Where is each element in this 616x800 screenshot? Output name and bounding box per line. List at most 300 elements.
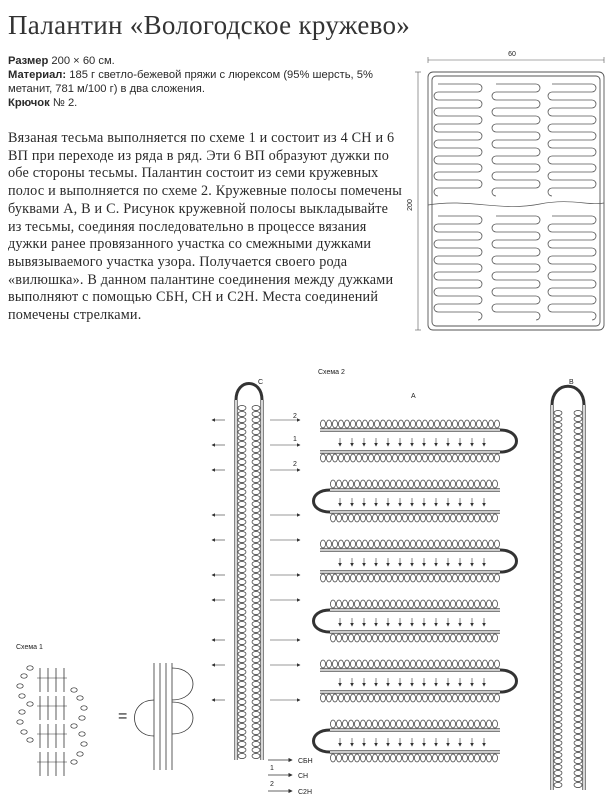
strip-a-loop [463,514,468,522]
strip-a-loop [351,540,356,548]
strip-a-loop [411,574,416,582]
strip-a-loop [433,634,438,642]
strip-c-loop [238,562,246,567]
strip-c-loop [252,580,260,585]
strip-c-loop [252,754,260,759]
strip-a-loop [459,694,464,702]
strip-b-loop [574,501,582,506]
strip-c-loop [238,406,246,411]
strip-a-loop [451,600,456,608]
strip-a-loop [469,754,474,762]
strip-b-loop [554,645,562,650]
strip-a-loop [355,754,360,762]
strip-b-loop [574,459,582,464]
legend-c2h-num: 2 [270,781,274,788]
strip-a-loop [417,454,422,462]
chain-stitch [17,684,23,688]
strip-a-loop [463,480,468,488]
strip-c-loop [252,550,260,555]
strip-b-loop [554,585,562,590]
spec-material-label: Материал: [8,69,67,81]
strip-a-loop [447,420,452,428]
scheme1-title: Схема 1 [16,644,43,651]
strip-a-loop [441,694,446,702]
chain-stitch [77,696,83,700]
strip-c-loop [238,742,246,747]
strip-b-loop [574,663,582,668]
strip-a-loop [435,420,440,428]
strip-a-loop [369,420,374,428]
strip-a-loop [439,634,444,642]
strip-a-loop [453,540,458,548]
strip-a-loop [373,754,378,762]
strip-c-loop [252,478,260,483]
strip-c-loop [252,598,260,603]
strip-a-loop [343,600,348,608]
strip-a-loop [453,454,458,462]
strip-c-loop [238,706,246,711]
strip-b-loop [554,705,562,710]
strip-a-loop [435,540,440,548]
strip-a-loop [471,694,476,702]
strip-a-loop [397,514,402,522]
strip-c-loop [252,676,260,681]
strip-a-loop [495,420,500,428]
strip-a-loop [451,754,456,762]
strip-c-top [236,384,262,401]
strip-c-loop [252,436,260,441]
strip-a-loop [421,754,426,762]
strip-c-loop [238,610,246,615]
strip-a-loop [481,480,486,488]
strip-a-loop [393,540,398,548]
strip-b-loop [554,513,562,518]
strip-c-loop [238,646,246,651]
strip-a-loop [369,454,374,462]
strip-b-loop [574,507,582,512]
strip-a-loop [399,660,404,668]
strip-a-loop [385,634,390,642]
strip-c-loop [238,754,246,759]
strip-a-loop [375,660,380,668]
strip-a-loop [339,540,344,548]
legend [268,758,313,796]
strip-a-loop [441,540,446,548]
strip-a-loop [487,514,492,522]
strip-a-loop [417,574,422,582]
strip-a-loop [381,574,386,582]
strip-c-loop [252,622,260,627]
strip-a-loop [363,540,368,548]
strip-b-loop [554,465,562,470]
strip-a-loop [321,574,326,582]
strip-a-loop [381,540,386,548]
strip-a-loop [331,600,336,608]
chain-stitch [19,694,25,698]
strip-c-loop [252,466,260,471]
chain-stitch [21,730,27,734]
strip-c-loop [252,544,260,549]
strip-c-loop [252,712,260,717]
strip-a-loop [345,540,350,548]
strip-a-loop [379,754,384,762]
strip-a-loop [493,480,498,488]
strip-c-loop [252,592,260,597]
strip-b-loop [574,417,582,422]
strip-c-loop [238,550,246,555]
strip-a-loop [423,660,428,668]
strip-a-loop [457,720,462,728]
strip-a-loop [493,514,498,522]
strip-b-loop [574,765,582,770]
strip-a-loop [337,514,342,522]
strip-c-loop [238,472,246,477]
strip-a-loop [441,420,446,428]
strip-b-loop [554,687,562,692]
overview-strip-path [492,84,540,196]
strip-a-loop [451,514,456,522]
strip-c-loop [252,658,260,663]
strip-b-loop [554,747,562,752]
strip-a-loop [451,720,456,728]
strip-c-loop [252,574,260,579]
strip-a-loop [379,720,384,728]
strip-c-loop [252,700,260,705]
strip-b-loop [554,627,562,632]
strip-a-loop [399,454,404,462]
strip-b-loop [574,471,582,476]
strip-c-loop [238,628,246,633]
chain-stitch [19,710,25,714]
strip-a-loop [427,480,432,488]
strip-a-loop [381,660,386,668]
strip-a-loop [343,720,348,728]
strip-a-loop [327,420,332,428]
strip-b-loop [574,579,582,584]
strip-c-loop [238,574,246,579]
strip-b-loop [574,495,582,500]
strip-b-loop [574,681,582,686]
strip-a-loop [465,454,470,462]
strip-a-loop [411,540,416,548]
strip-a-loop [409,754,414,762]
strip-a-loop [429,574,434,582]
strip-a-loop [483,694,488,702]
strip-a-loop [415,514,420,522]
strip-a-loop [457,480,462,488]
strip-b-loop [574,531,582,536]
strip-a-loop [483,454,488,462]
strip-c-loop [238,682,246,687]
scheme2-connection-arrows [212,420,484,746]
strip-a-loop [355,600,360,608]
strip-a-loop [361,514,366,522]
strip-a-loop [343,480,348,488]
strip-b-loop [574,483,582,488]
strip-a-loop [489,694,494,702]
strip-a-loop [433,480,438,488]
strip-a-loop [339,454,344,462]
strip-a-loop [457,514,462,522]
strip-a-loop [405,660,410,668]
strip-b-loop [554,537,562,542]
strip-a-loop [471,574,476,582]
strip-a-loop [397,720,402,728]
strip-a-loop [409,634,414,642]
chain-stitch [71,688,77,692]
overview-strip-path [434,84,482,196]
strip-a-loop [475,480,480,488]
strip-a-loop [363,420,368,428]
chain-stitch [27,738,33,742]
strip-a-loop [345,660,350,668]
strip-a-loop [469,514,474,522]
strip-c-loop [252,730,260,735]
strip-c-loop [252,412,260,417]
strip-a-loop [387,694,392,702]
strip-a-loop [475,720,480,728]
spec-material-value: 185 г светло-бежевой пряжи с люрексом (95% шерсть, 5% метанит, 781 м/100 г) в два сложения. [8,69,373,95]
strip-a-loop [495,694,500,702]
strip-a-loop [403,514,408,522]
strip-a-loop [357,574,362,582]
strip-a-loop [357,420,362,428]
strip-a-loop [379,514,384,522]
strip-c-loop [238,490,246,495]
strip-b-loop [574,741,582,746]
strip-b-loop [554,597,562,602]
strip-a-loop [423,694,428,702]
strip-a-loop [351,694,356,702]
strip-b-loop [554,543,562,548]
strip-a-loop [477,454,482,462]
strip-a-loop [333,420,338,428]
strip-a-loop [333,540,338,548]
overview-diagram [415,57,604,330]
strip-c-loop [252,532,260,537]
strip-a-loop [387,420,392,428]
spec-size-value: 200 × 60 см. [51,55,115,67]
strip-b-loop [574,621,582,626]
strip-a-loop [459,420,464,428]
strip-a-loop [495,454,500,462]
strip-a-loop [375,540,380,548]
strip-a-turn [314,610,331,632]
strip-a-loop [387,454,392,462]
strip-b-loop [574,783,582,788]
strip-a-loop [427,720,432,728]
strip-a-loop [405,540,410,548]
chain-stitch [27,666,33,670]
strip-a-loop [351,574,356,582]
strip-a-loop [411,660,416,668]
strip-c-loop [238,502,246,507]
strip-c-loop [252,406,260,411]
strip-a-loop [349,634,354,642]
strip-a-loop [417,540,422,548]
strip-a-loop [469,480,474,488]
strip-a-loop [375,420,380,428]
strip-a-loop [427,514,432,522]
strip-a-loop [369,574,374,582]
strip-a-loop [387,540,392,548]
strip-a-loop [417,660,422,668]
strip-a-loop [415,600,420,608]
scheme2-num-2b: 2 [293,461,297,468]
strip-a-loop [379,480,384,488]
strip-a-loop [367,720,372,728]
strip-a-loop [367,480,372,488]
chain-stitch [17,720,23,724]
strip-a-loop [471,540,476,548]
strip-a-loop [367,634,372,642]
strip-c-loop [252,454,260,459]
strip-c-loop [238,622,246,627]
strip-a-loop [417,694,422,702]
strip-a-loop [435,574,440,582]
strip-a-loop [433,514,438,522]
strip-a-loop [333,660,338,668]
instructions-paragraph: Вязаная тесьма выполняется по схеме 1 и состоит из 4 СН и 6 ВП при переходе из ряда в ряд. Эти 6 ВП образуют дужки по обе стороны тесьмы. Палантин состоит из семи кружевных полос и выполняется по схеме 2. Кружевные полосы помечены буквами А, В и С. Рисунок кружевной полосы выкладывайте из тесьмы, соединяя последовательно в процессе вязания дужки ранее провязанного участка со смежными дужками вывязываемого участка узора. Получается своего рода «вилюшка». В данном палантине соединения между дужками выполняют с помощью СБН, СН и С2Н. Места соединений помечены стрелками. [8,130,402,324]
strip-b-loop [574,777,582,782]
strip-a-loop [369,660,374,668]
strip-a-loop [465,694,470,702]
strip-b-loop [554,447,562,452]
strip-c-loop [238,418,246,423]
strip-b-loop [554,783,562,788]
strip-b-loop [574,711,582,716]
strip-a-loop [429,660,434,668]
strip-a-loop [483,574,488,582]
strip-a-loop [447,540,452,548]
strip-c-loop [238,718,246,723]
strip-c-loop [238,526,246,531]
strip-c-loop [238,616,246,621]
strip-a-loop [337,480,342,488]
strip-c-loop [238,598,246,603]
legend-c2h-label: С2Н [298,789,313,796]
strip-c-loop [238,748,246,753]
strip-c-loop [238,412,246,417]
strip-a-loop [417,420,422,428]
strip-a-loop [477,420,482,428]
strip-b-loop [554,765,562,770]
overview-height-label: 200 [407,199,414,211]
strip-a-loop [435,694,440,702]
strip-b-loop [554,441,562,446]
strip-c-loop [252,652,260,657]
strip-a-loop [465,660,470,668]
strip-b-loop [554,723,562,728]
strip-a-loop [495,540,500,548]
strip-a-loop [321,540,326,548]
strip-a-loop [489,420,494,428]
strip-a-loop [483,420,488,428]
strip-a-loop [421,600,426,608]
strip-a-loop [373,514,378,522]
strip-b-loop [554,675,562,680]
strip-c-loop [238,544,246,549]
strip-a-loop [327,574,332,582]
strip-b-loop [554,615,562,620]
strip-a-loop [493,754,498,762]
strip-a-loop [475,634,480,642]
strip-a-loop [487,720,492,728]
strip-b-loop [574,429,582,434]
overview-strip-path [492,216,540,320]
overview-strip-path [548,216,596,320]
chain-stitch [81,742,87,746]
strip-a-loop [427,634,432,642]
strip-a-loop [361,634,366,642]
strip-a-loop [333,454,338,462]
strip-a-loop [355,480,360,488]
strip-a-turn [500,670,517,692]
strip-a-loop [375,694,380,702]
strip-b-loop [554,741,562,746]
strip-a-loop [349,480,354,488]
strip-c-loop [238,466,246,471]
strip-b-loop [554,519,562,524]
strip-a-loop [373,720,378,728]
scheme1-stitch-chart [17,666,87,776]
strip-a-loop [445,720,450,728]
strip-b-loop [554,561,562,566]
strip-a-loop [465,420,470,428]
strip-c-loop [238,442,246,447]
strip-a-loop [327,454,332,462]
strip-a-loop [349,600,354,608]
strip-a-loop [385,600,390,608]
chain-stitch [71,724,77,728]
strip-b-loop [554,717,562,722]
strip-b-loop [574,705,582,710]
strip-a-loop [475,754,480,762]
strip-c-loop [238,448,246,453]
strip-b-label: B [569,379,574,386]
strip-c-loop [238,430,246,435]
strip-c-loop [238,496,246,501]
strip-b-loop [554,525,562,530]
strip-a-loop [459,454,464,462]
strip-a-loop [451,480,456,488]
strip-a-loop [439,480,444,488]
strip-a-loop [477,660,482,668]
strip-a-loop [483,660,488,668]
strip-a-turn [500,430,517,452]
strip-c-loop [238,454,246,459]
strip-a-turn [314,730,331,752]
strip-a-loop [441,454,446,462]
strip-a-turn [500,550,517,572]
strip-a-loop [345,454,350,462]
strip-a-loop [343,754,348,762]
chain-stitch [81,706,87,710]
strip-a-loop [357,454,362,462]
strip-a-turn [314,490,331,512]
strip-a-loop [337,634,342,642]
strip-c-loop [252,610,260,615]
strip-b-loop [554,759,562,764]
strip-b-loop [554,477,562,482]
strip-c-loop [252,694,260,699]
chain-stitch [27,702,33,706]
strip-a-loop [439,754,444,762]
strip-a-loop [421,720,426,728]
strip-a-loop [331,480,336,488]
chain-stitch [79,716,85,720]
scheme2-title: Схема 2 [318,369,345,376]
